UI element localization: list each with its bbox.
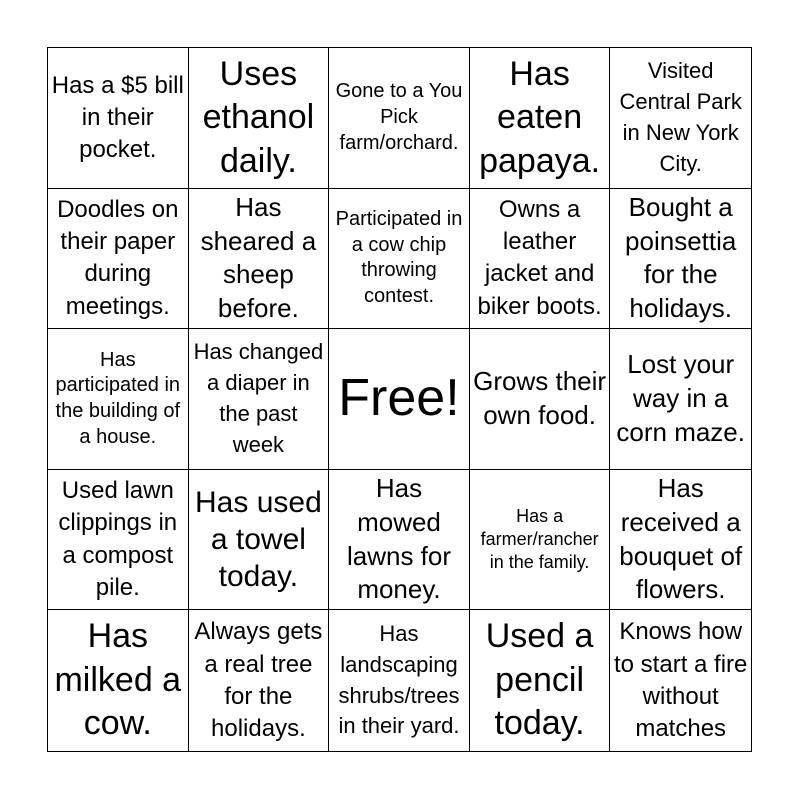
cell-text: Has milked a cow. [54,617,182,743]
bingo-cell[interactable] [610,48,751,189]
cell-text: Has landscaping shrubs/trees in their yard. [338,621,460,739]
free-space-text: Free! [338,369,460,428]
cell-text: Participated in a cow chip throwing contest. [335,208,463,307]
bingo-cell[interactable] [610,610,751,751]
bingo-cell[interactable] [329,610,470,751]
cell-text: Used lawn clippings in a compost pile. [58,477,178,601]
bingo-cell[interactable] [48,329,189,470]
bingo-cell[interactable] [48,48,189,189]
cell-text: Has changed a diaper in the past week [193,339,324,457]
bingo-board [47,47,752,752]
bingo-cell[interactable] [610,470,751,611]
bingo-cell[interactable] [329,470,470,611]
bingo-cell[interactable] [48,189,189,330]
bingo-cell[interactable] [610,189,751,330]
cell-text: Gone to a You Pick farm/orchard. [335,80,463,154]
cell-text: Has participated in the building of a house. [55,348,181,448]
bingo-cell[interactable] [470,329,611,470]
cell-text: Has received a bouquet of flowers. [619,473,743,605]
cell-text: Bought a poinsettia for the holidays. [625,191,737,324]
cell-text: Has a $5 bill in their pocket. [51,71,184,163]
bingo-cell[interactable] [189,470,330,611]
cell-text: Owns a leather jacket and biker boots. [477,196,602,320]
bingo-cell[interactable] [470,470,611,611]
cell-text: Always gets a real tree for the holidays. [194,618,323,742]
cell-text: Visited Central Park in New York City. [619,58,742,176]
bingo-cell[interactable] [470,48,611,189]
cell-text: Has a farmer/rancher in the family. [480,506,599,573]
bingo-cell[interactable] [470,189,611,330]
bingo-cell[interactable] [189,189,330,330]
cell-text: Grows their own food. [473,366,607,430]
cell-text: Has sheared a sheep before. [200,191,317,324]
bingo-cell[interactable] [48,470,189,611]
cell-text: Doodles on their paper during meetings. [57,196,179,320]
bingo-cell[interactable] [329,48,470,189]
bingo-cell[interactable] [189,329,330,470]
bingo-cell[interactable] [610,329,751,470]
bingo-cell[interactable] [189,48,330,189]
cell-text: Uses ethanol daily. [202,54,315,180]
cell-text: Has eaten papaya. [479,54,601,180]
cell-text: Has mowed lawns for money. [346,473,452,605]
cell-text: Knows how to start a fire without matches [614,618,748,742]
cell-text: Used a pencil today. [485,617,594,743]
bingo-cell[interactable] [189,610,330,751]
free-space-cell[interactable] [329,329,470,470]
cell-text: Has used a towel today. [195,485,322,594]
bingo-cell[interactable] [470,610,611,751]
bingo-cell[interactable] [329,189,470,330]
cell-text: Lost your way in a corn maze. [616,349,745,447]
bingo-cell[interactable] [48,610,189,751]
